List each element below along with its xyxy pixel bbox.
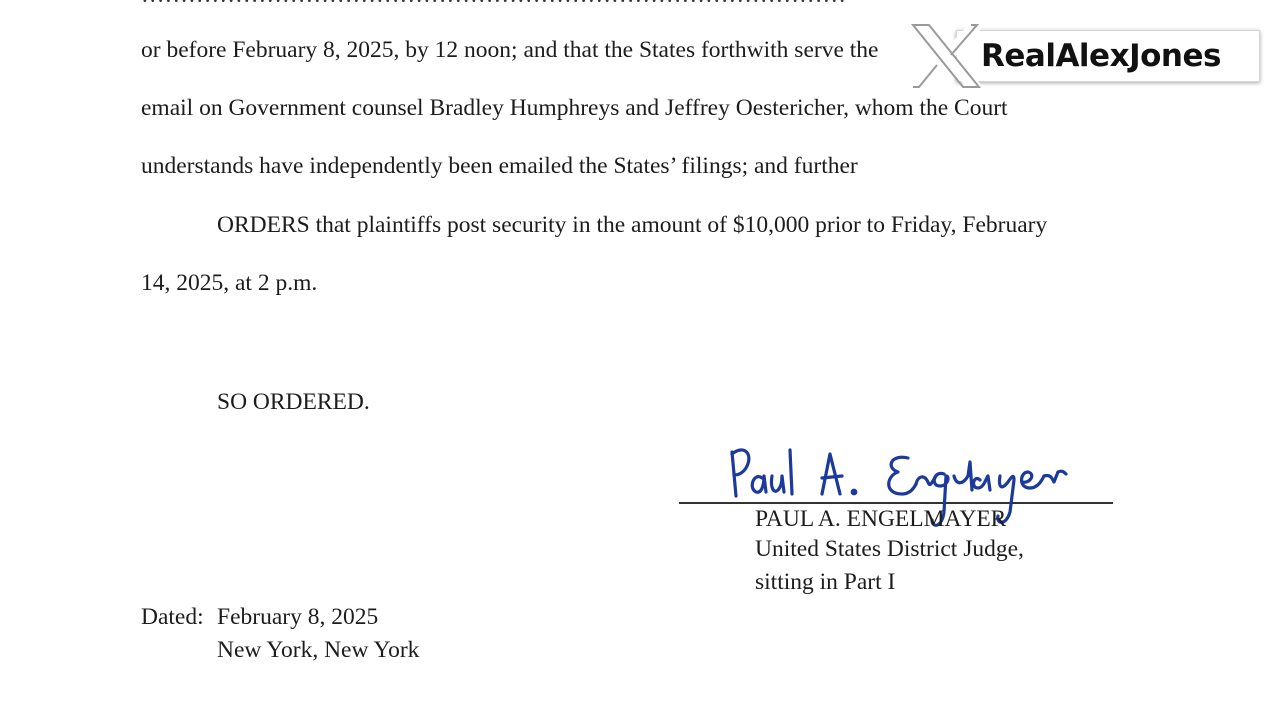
order-text-line-4: ORDERS that plaintiffs post security in the amount of $10,000 prior to Friday, February <box>217 212 1048 238</box>
order-text-line-2: email on Government counsel Bradley Humphreys and Jeffrey Oestericher, whom the Court <box>141 95 1008 121</box>
dated-date: February 8, 2025 <box>217 604 379 630</box>
watermark-handle: RealAlexJones <box>981 38 1221 74</box>
judge-name: PAUL A. ENGELMAYER <box>755 506 1007 532</box>
order-text-line-1: or before February 8, 2025, by 12 noon; and that the States forthwith serve the <box>141 37 879 63</box>
judge-part: sitting in Part I <box>755 569 896 595</box>
order-text-line-5: 14, 2025, at 2 p.m. <box>141 270 318 296</box>
x-logo-icon <box>907 21 987 93</box>
so-ordered: SO ORDERED. <box>217 389 370 415</box>
judge-title: United States District Judge, <box>755 536 1024 562</box>
dated-label: Dated: <box>141 604 204 630</box>
watermark-badge <box>956 30 1260 82</box>
dated-place: New York, New York <box>217 637 420 663</box>
clipped-text-line <box>141 0 846 10</box>
order-text-line-3: understands have independently been emailed the States’ filings; and further <box>141 153 858 179</box>
